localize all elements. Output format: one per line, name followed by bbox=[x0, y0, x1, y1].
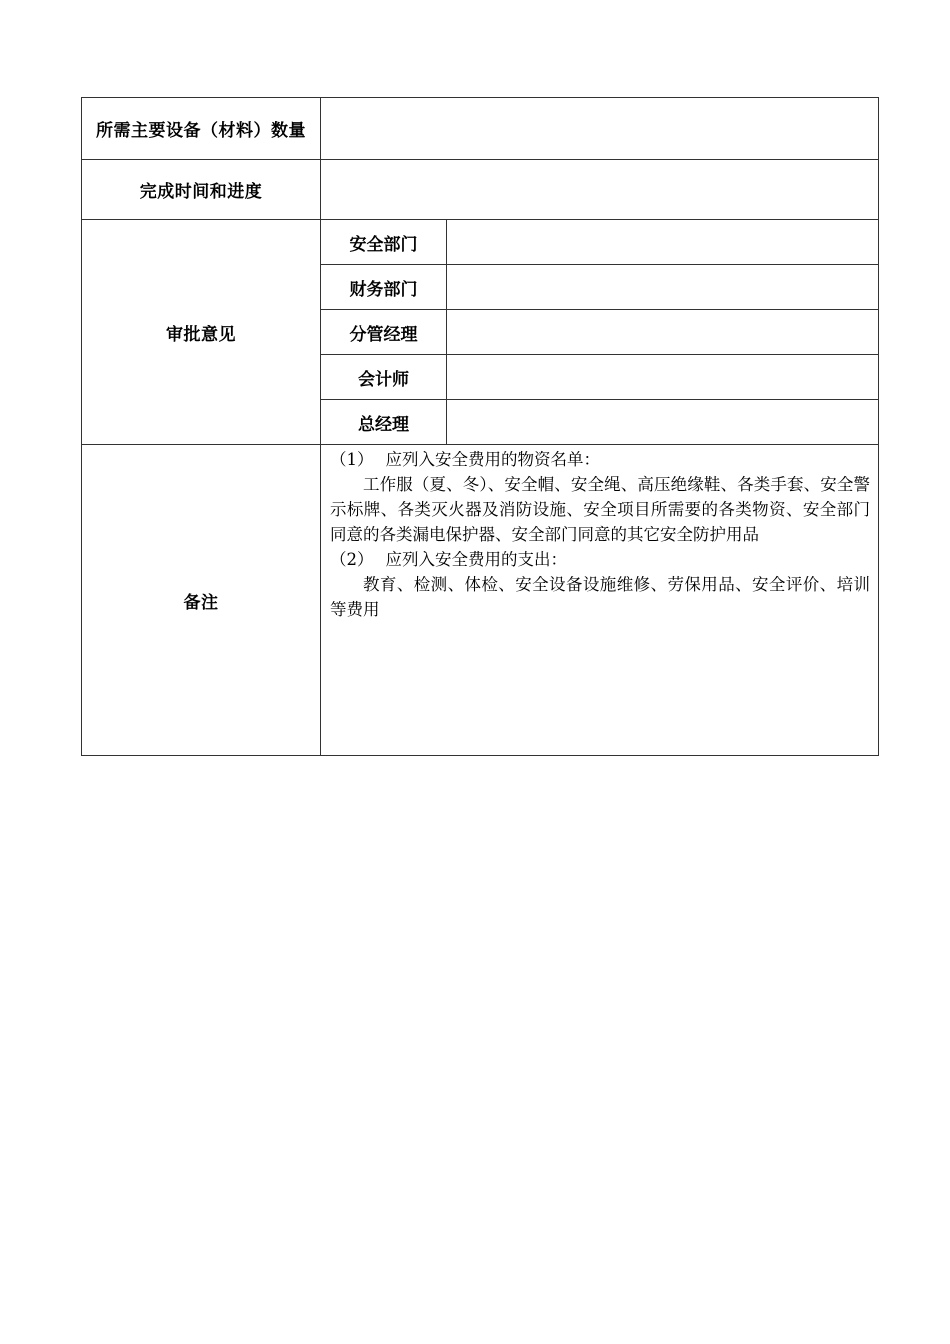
schedule-value-field[interactable] bbox=[321, 160, 879, 220]
notes-item-1-heading bbox=[330, 447, 870, 472]
equipment-row bbox=[82, 98, 879, 160]
notes-item-1-title: 应列入安全费用的物资名单： bbox=[385, 450, 600, 469]
approver-role-manager: 分管经理 bbox=[321, 310, 447, 355]
notes-label: 备注 bbox=[82, 445, 321, 756]
approver-opinion-accountant[interactable] bbox=[447, 355, 879, 400]
equipment-label: 所需主要设备（材料）数量 bbox=[82, 98, 321, 160]
approver-row bbox=[82, 220, 879, 265]
schedule-label: 完成时间和进度 bbox=[82, 160, 321, 220]
notes-item-2-body: 教育、检测、体检、安全设备设施维修、劳保用品、安全评价、培训等费用 bbox=[330, 575, 870, 619]
notes-row bbox=[82, 445, 879, 756]
approver-role-accountant: 会计师 bbox=[321, 355, 447, 400]
notes-item-2-number: （2） bbox=[330, 550, 374, 569]
approver-opinion-finance[interactable] bbox=[447, 265, 879, 310]
approver-role-general-manager: 总经理 bbox=[321, 400, 447, 445]
notes-item-1-body: 工作服（夏、冬）、安全帽、安全绳、高压绝缘鞋、各类手套、安全警示标牌、各类灭火器及消防设施、安全项目所需要的各类物资、安全部门同意的各类漏电保护器、安全部门同意的其它安全防护用品 bbox=[330, 475, 870, 544]
approver-opinion-security[interactable] bbox=[447, 220, 879, 265]
notes-item-2-heading bbox=[330, 547, 870, 572]
approval-label: 审批意见 bbox=[82, 220, 321, 445]
notes-item-1-number: （1） bbox=[330, 450, 374, 469]
approver-opinion-general-manager[interactable] bbox=[447, 400, 879, 445]
notes-item-2-title: 应列入安全费用的支出： bbox=[385, 550, 567, 569]
approver-opinion-manager[interactable] bbox=[447, 310, 879, 355]
equipment-value-field[interactable] bbox=[321, 98, 879, 160]
approver-role-security: 安全部门 bbox=[321, 220, 447, 265]
approval-form-table bbox=[81, 97, 879, 756]
notes-content bbox=[321, 445, 879, 756]
approver-role-finance: 财务部门 bbox=[321, 265, 447, 310]
schedule-row bbox=[82, 160, 879, 220]
